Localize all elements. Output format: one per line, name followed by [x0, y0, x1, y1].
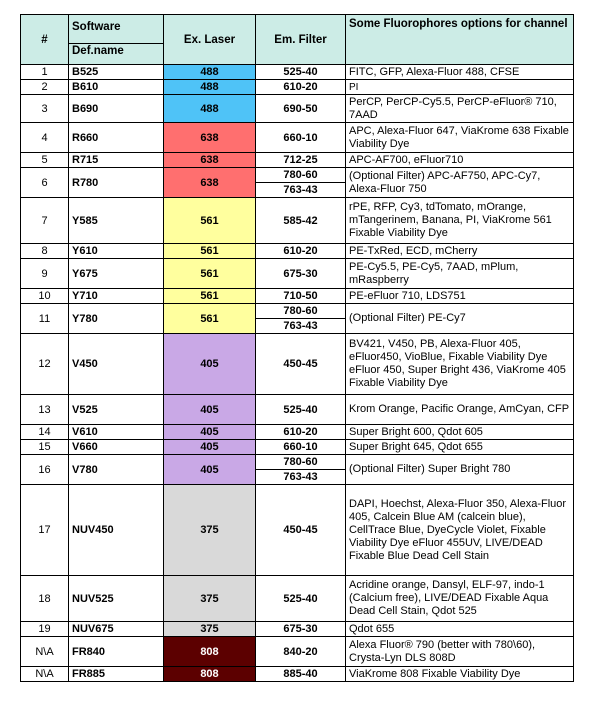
def-name: Y675 — [69, 259, 164, 289]
em-filter: 525-40 — [256, 395, 346, 425]
fluorophores: Alexa Fluor® 790 (better with 780\60), Crysta-Lyn DLS 808D — [346, 637, 574, 667]
table-row — [21, 667, 574, 682]
table-row — [21, 622, 574, 637]
table-row — [21, 95, 574, 123]
header-em-filter: Em. Filter — [256, 15, 346, 65]
def-name: R780 — [69, 168, 164, 198]
row-number: 10 — [21, 289, 69, 304]
fluorophores: Qdot 655 — [346, 622, 574, 637]
row-number: 6 — [21, 168, 69, 198]
row-number: 19 — [21, 622, 69, 637]
ex-laser: 488 — [164, 95, 256, 123]
fluorophore-table — [20, 14, 574, 682]
def-name: B690 — [69, 95, 164, 123]
table-row — [21, 198, 574, 244]
def-name: NUV450 — [69, 485, 164, 576]
fluorophores: Super Bright 645, Qdot 655 — [346, 440, 574, 455]
def-name: R660 — [69, 123, 164, 153]
def-name: V660 — [69, 440, 164, 455]
table-row — [21, 455, 574, 470]
ex-laser: 638 — [164, 123, 256, 153]
em-filter-optional: 763-43 — [256, 470, 346, 485]
row-number: 16 — [21, 455, 69, 485]
fluorophores: PI — [346, 80, 574, 95]
row-number: 12 — [21, 334, 69, 395]
table-row — [21, 395, 574, 425]
table-row — [21, 259, 574, 289]
ex-laser: 638 — [164, 168, 256, 198]
fluorophores: APC, Alexa-Fluor 647, ViaKrome 638 Fixable Viability Dye — [346, 123, 574, 153]
em-filter: 660-10 — [256, 123, 346, 153]
em-filter: 610-20 — [256, 244, 346, 259]
table-row — [21, 304, 574, 319]
def-name: FR840 — [69, 637, 164, 667]
def-name: V610 — [69, 425, 164, 440]
table-row — [21, 168, 574, 183]
row-number: 3 — [21, 95, 69, 123]
table-row — [21, 123, 574, 153]
row-number: 1 — [21, 65, 69, 80]
row-number: 7 — [21, 198, 69, 244]
em-filter: 610-20 — [256, 80, 346, 95]
fluorophores: FITC, GFP, Alexa-Fluor 488, CFSE — [346, 65, 574, 80]
em-filter: 840-20 — [256, 637, 346, 667]
row-number: 14 — [21, 425, 69, 440]
table-row — [21, 425, 574, 440]
ex-laser: 375 — [164, 485, 256, 576]
ex-laser: 375 — [164, 576, 256, 622]
table-row — [21, 485, 574, 576]
def-name: Y585 — [69, 198, 164, 244]
row-number: 9 — [21, 259, 69, 289]
def-name: Y780 — [69, 304, 164, 334]
ex-laser: 561 — [164, 198, 256, 244]
def-name: R715 — [69, 153, 164, 168]
ex-laser: 375 — [164, 622, 256, 637]
ex-laser: 561 — [164, 259, 256, 289]
fluorophores: Acridine orange, Dansyl, ELF-97, indo-1 (Calcium free), LIVE/DEAD Fixable Aqua Dead Cell Stain, Qdot 525 — [346, 576, 574, 622]
table-row — [21, 153, 574, 168]
ex-laser: 808 — [164, 667, 256, 682]
ex-laser: 488 — [164, 65, 256, 80]
ex-laser: 405 — [164, 334, 256, 395]
def-name: NUV525 — [69, 576, 164, 622]
fluorophores: ViaKrome 808 Fixable Viability Dye — [346, 667, 574, 682]
ex-laser: 405 — [164, 395, 256, 425]
ex-laser: 561 — [164, 244, 256, 259]
em-filter: 585-42 — [256, 198, 346, 244]
fluorophores: (Optional Filter) APC-AF750, APC-Cy7, Alexa-Fluor 750 — [346, 168, 574, 198]
ex-laser: 808 — [164, 637, 256, 667]
table-row — [21, 65, 574, 80]
ex-laser: 488 — [164, 80, 256, 95]
row-number: 17 — [21, 485, 69, 576]
def-name: V450 — [69, 334, 164, 395]
em-filter: 525-40 — [256, 576, 346, 622]
row-number: N\A — [21, 637, 69, 667]
fluorophores: Krom Orange, Pacific Orange, AmCyan, CFP — [346, 395, 574, 425]
em-filter: 712-25 — [256, 153, 346, 168]
ex-laser: 561 — [164, 304, 256, 334]
fluorophores: (Optional Filter) Super Bright 780 — [346, 455, 574, 485]
em-filter: 780-60 — [256, 168, 346, 183]
fluorophores: PerCP, PerCP-Cy5.5, PerCP-eFluor® 710, 7AAD — [346, 95, 574, 123]
def-name: B610 — [69, 80, 164, 95]
fluorophores: BV421, V450, PB, Alexa-Fluor 405, eFluor450, VioBlue, Fixable Viability Dye eFluor 450, Super Bright 436, ViaKrome 405 Fixable Viability Dye — [346, 334, 574, 395]
row-number: 13 — [21, 395, 69, 425]
em-filter: 780-60 — [256, 455, 346, 470]
header-software-label: Software — [72, 21, 121, 33]
em-filter: 450-45 — [256, 485, 346, 576]
def-name: Y710 — [69, 289, 164, 304]
row-number: N\A — [21, 667, 69, 682]
fluorophores: DAPI, Hoechst, Alexa-Fluor 350, Alexa-Fluor 405, Calcein Blue AM (calcein blue), CellTrace Blue, DyeCycle Violet, Fixable Viability Dye eFluor 455UV, LIVE/DEAD Fixable Blue Dead Cell Stain — [346, 485, 574, 576]
row-number: 15 — [21, 440, 69, 455]
ex-laser: 405 — [164, 425, 256, 440]
fluorophores: Super Bright 600, Qdot 605 — [346, 425, 574, 440]
em-filter: 710-50 — [256, 289, 346, 304]
em-filter: 610-20 — [256, 425, 346, 440]
def-name: Y610 — [69, 244, 164, 259]
em-filter-optional: 763-43 — [256, 183, 346, 198]
em-filter: 885-40 — [256, 667, 346, 682]
table-row — [21, 576, 574, 622]
fluorophores: PE-TxRed, ECD, mCherry — [346, 244, 574, 259]
fluorophores: PE-Cy5.5, PE-Cy5, 7AAD, mPlum, mRaspberry — [346, 259, 574, 289]
row-number: 18 — [21, 576, 69, 622]
row-number: 8 — [21, 244, 69, 259]
em-filter: 525-40 — [256, 65, 346, 80]
header-num: # — [21, 15, 69, 65]
def-name: V780 — [69, 455, 164, 485]
row-number: 11 — [21, 304, 69, 334]
ex-laser: 561 — [164, 289, 256, 304]
header-row — [21, 15, 574, 65]
header-ex-laser: Ex. Laser — [164, 15, 256, 65]
table-row — [21, 80, 574, 95]
em-filter: 690-50 — [256, 95, 346, 123]
em-filter: 675-30 — [256, 622, 346, 637]
def-name: B525 — [69, 65, 164, 80]
ex-laser: 405 — [164, 440, 256, 455]
em-filter: 780-60 — [256, 304, 346, 319]
table-row — [21, 637, 574, 667]
table-row — [21, 289, 574, 304]
fluorophores: APC-AF700, eFluor710 — [346, 153, 574, 168]
fluorophores: (Optional Filter) PE-Cy7 — [346, 304, 574, 334]
fluorophores: PE-eFluor 710, LDS751 — [346, 289, 574, 304]
em-filter: 675-30 — [256, 259, 346, 289]
header-software — [69, 15, 164, 65]
row-number: 2 — [21, 80, 69, 95]
def-name: NUV675 — [69, 622, 164, 637]
def-name: V525 — [69, 395, 164, 425]
def-name: FR885 — [69, 667, 164, 682]
table-row — [21, 440, 574, 455]
em-filter-optional: 763-43 — [256, 319, 346, 334]
header-def-name: Def.name — [69, 43, 163, 58]
header-fluorophores: Some Fluorophores options for channel — [346, 15, 574, 65]
fluorophores: rPE, RFP, Cy3, tdTomato, mOrange, mTangerinem, Banana, PI, ViaKrome 561 Fixable Viability Dye — [346, 198, 574, 244]
row-number: 5 — [21, 153, 69, 168]
em-filter: 660-10 — [256, 440, 346, 455]
table-row — [21, 244, 574, 259]
em-filter: 450-45 — [256, 334, 346, 395]
ex-laser: 638 — [164, 153, 256, 168]
row-number: 4 — [21, 123, 69, 153]
table-row — [21, 334, 574, 395]
ex-laser: 405 — [164, 455, 256, 485]
